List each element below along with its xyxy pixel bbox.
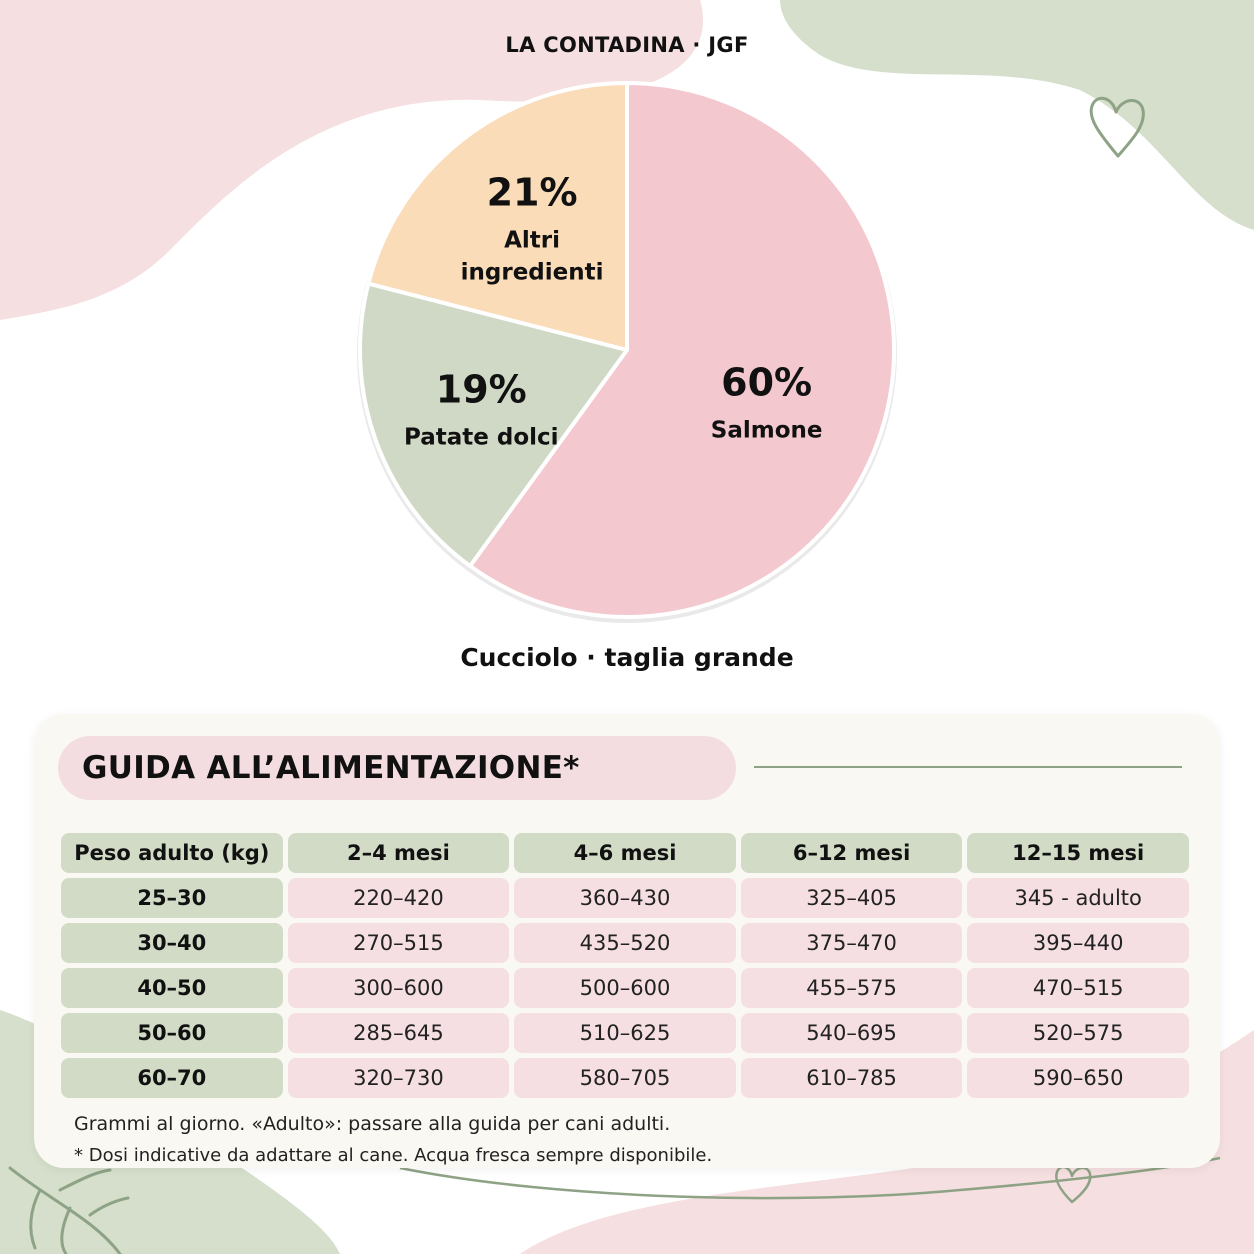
- table-row: [61, 923, 1189, 963]
- column-header-6-12-months: 6–12 mesi: [741, 833, 963, 873]
- weight-cell: 50–60: [61, 1013, 283, 1053]
- table-row: [61, 968, 1189, 1008]
- dose-cell: 500–600: [514, 968, 736, 1008]
- dosage-disclaimer: * Dosi indicative da adattare al cane. Acqua fresca sempre disponibile.: [74, 1145, 713, 1166]
- pie-percent-label: 21%: [486, 170, 578, 215]
- dose-cell: 470–515: [967, 968, 1189, 1008]
- grams-note: Grammi al giorno. «Adulto»: passare alla guida per cani adulti.: [74, 1113, 671, 1135]
- column-header-2-4-months: 2–4 mesi: [288, 833, 510, 873]
- dose-cell: 270–515: [288, 923, 510, 963]
- table-row: [61, 878, 1189, 918]
- dose-cell: 285–645: [288, 1013, 510, 1053]
- column-header-12-15-months: 12–15 mesi: [967, 833, 1189, 873]
- pie-category-label: ingredienti: [460, 259, 604, 286]
- table-row: [61, 1013, 1189, 1053]
- dose-cell: 590–650: [967, 1058, 1189, 1098]
- pie-category-label: Salmone: [710, 417, 823, 444]
- dose-cell: 220–420: [288, 878, 510, 918]
- dose-cell: 360–430: [514, 878, 736, 918]
- dose-cell: 345 - adulto: [967, 878, 1189, 918]
- pie-category-label: Altri: [504, 227, 561, 254]
- dose-cell: 375–470: [741, 923, 963, 963]
- column-header-weight: Peso adulto (kg): [61, 833, 283, 873]
- title-divider-line: [754, 766, 1182, 768]
- feeding-guide-title: GUIDA ALL’ALIMENTAZIONE*: [58, 736, 736, 800]
- dose-cell: 325–405: [741, 878, 963, 918]
- dose-cell: 580–705: [514, 1058, 736, 1098]
- dose-cell: 455–575: [741, 968, 963, 1008]
- chart-subtitle: Cucciolo · taglia grande: [460, 643, 794, 672]
- dose-cell: 395–440: [967, 923, 1189, 963]
- dose-cell: 300–600: [288, 968, 510, 1008]
- weight-cell: 40–50: [61, 968, 283, 1008]
- brand-title: LA CONTADINA · JGF: [505, 33, 749, 57]
- pie-category-label: Patate dolci: [404, 424, 559, 451]
- feeding-guide-card: [34, 714, 1220, 1168]
- pie-percent-label: 19%: [435, 367, 527, 412]
- dose-cell: 435–520: [514, 923, 736, 963]
- weight-cell: 30–40: [61, 923, 283, 963]
- column-header-4-6-months: 4–6 mesi: [514, 833, 736, 873]
- weight-cell: 60–70: [61, 1058, 283, 1098]
- weight-cell: 25–30: [61, 878, 283, 918]
- dose-cell: 540–695: [741, 1013, 963, 1053]
- dose-cell: 510–625: [514, 1013, 736, 1053]
- dose-cell: 320–730: [288, 1058, 510, 1098]
- feeding-table: [56, 828, 1194, 1103]
- dose-cell: 520–575: [967, 1013, 1189, 1053]
- dose-cell: 610–785: [741, 1058, 963, 1098]
- table-header-row: [61, 833, 1189, 873]
- table-row: [61, 1058, 1189, 1098]
- pie-percent-label: 60%: [721, 360, 813, 405]
